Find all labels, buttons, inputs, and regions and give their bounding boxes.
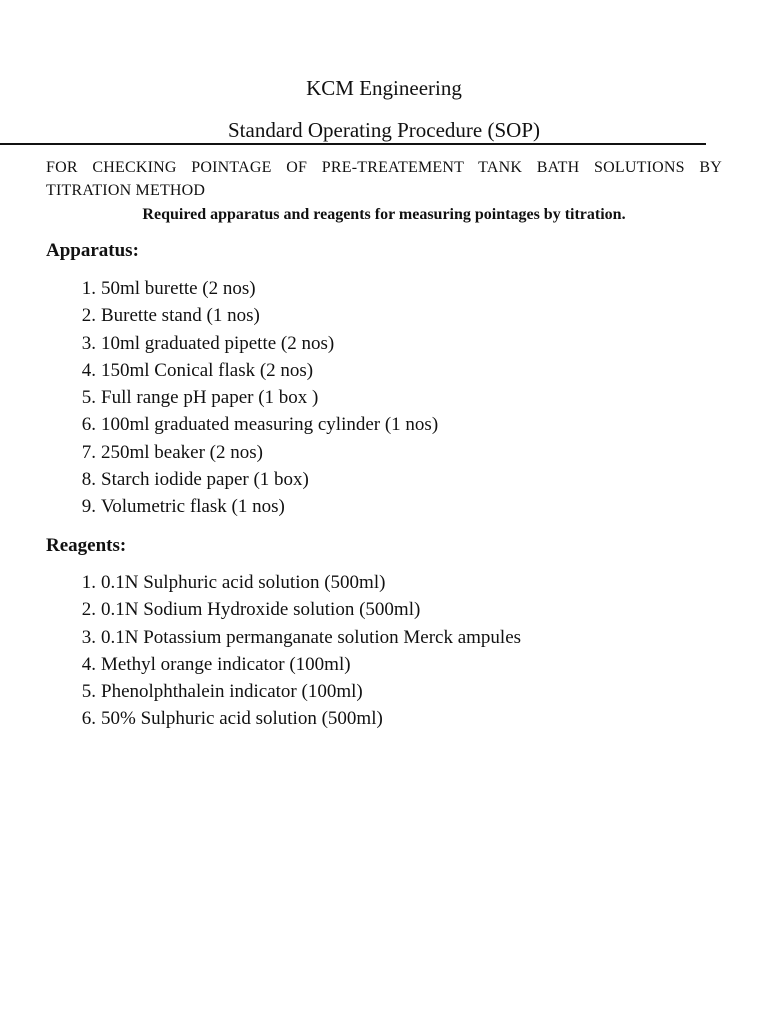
company-name: KCM Engineering	[306, 76, 462, 100]
item-text: Burette stand (1 nos)	[101, 305, 260, 327]
item-text: 0.1N Sodium Hydroxide solution (500ml)	[101, 599, 421, 621]
list-item	[46, 678, 521, 705]
item-text: 150ml Conical flask (2 nos)	[101, 359, 314, 381]
item-number: 3.	[81, 626, 96, 648]
item-number: 5.	[81, 681, 96, 703]
item-text: 250ml beaker (2 nos)	[101, 441, 263, 463]
list-item	[46, 705, 521, 732]
item-number: 6.	[81, 708, 96, 730]
item-number: 3.	[81, 332, 96, 354]
item-text: 50% Sulphuric acid solution (500ml)	[101, 708, 383, 730]
item-number: 5.	[81, 387, 96, 409]
list-item	[46, 384, 438, 411]
item-number: 1.	[81, 572, 96, 593]
section-subtitle: Required apparatus and reagents for measuring pointages by titration.	[142, 206, 626, 223]
item-number: 2.	[81, 305, 96, 327]
item-number: 1.	[81, 278, 96, 299]
list-item	[46, 439, 438, 466]
list-item	[46, 466, 438, 493]
reagents-list	[46, 569, 521, 733]
item-number: 6.	[81, 414, 96, 436]
item-number: 4.	[81, 359, 96, 381]
list-item	[46, 330, 438, 357]
list-item	[46, 624, 521, 651]
item-text: Phenolphthalein indicator (100ml)	[101, 681, 363, 703]
item-number: 2.	[81, 599, 96, 621]
item-number: 8.	[81, 469, 96, 491]
list-item	[46, 651, 521, 678]
list-item	[46, 357, 438, 384]
document-type-title: Standard Operating Procedure (SOP)	[227, 118, 540, 142]
list-item	[46, 569, 521, 596]
item-number: 9.	[81, 496, 96, 518]
item-text: 10ml graduated pipette (2 nos)	[101, 332, 335, 354]
item-text: 0.1N Sulphuric acid solution (500ml)	[101, 572, 386, 593]
item-text: Volumetric flask (1 nos)	[101, 496, 285, 518]
item-text: Methyl orange indicator (100ml)	[101, 653, 351, 675]
list-item	[46, 493, 438, 520]
apparatus-list	[46, 275, 438, 521]
header-divider	[0, 143, 706, 145]
item-text: 100ml graduated measuring cylinder (1 nos)	[101, 414, 439, 436]
list-item	[46, 411, 438, 438]
procedure-purpose: FOR CHECKING POINTAGE OF PRE-TREATEMENT TANK BATH SOLUTIONS BY TITRATION METHOD	[46, 159, 722, 199]
item-text: 50ml burette (2 nos)	[101, 278, 256, 299]
item-text: 0.1N Potassium permanganate solution Merck ampules	[101, 626, 522, 648]
item-number: 7.	[81, 441, 96, 463]
item-text: Full range pH paper (1 box )	[101, 387, 319, 409]
list-item	[46, 275, 438, 302]
item-text: Starch iodide paper (1 box)	[101, 469, 309, 491]
list-item	[46, 596, 521, 623]
reagents-heading: Reagents:	[46, 535, 127, 556]
item-number: 4.	[81, 653, 96, 675]
apparatus-heading: Apparatus:	[46, 240, 139, 261]
list-item	[46, 302, 438, 329]
